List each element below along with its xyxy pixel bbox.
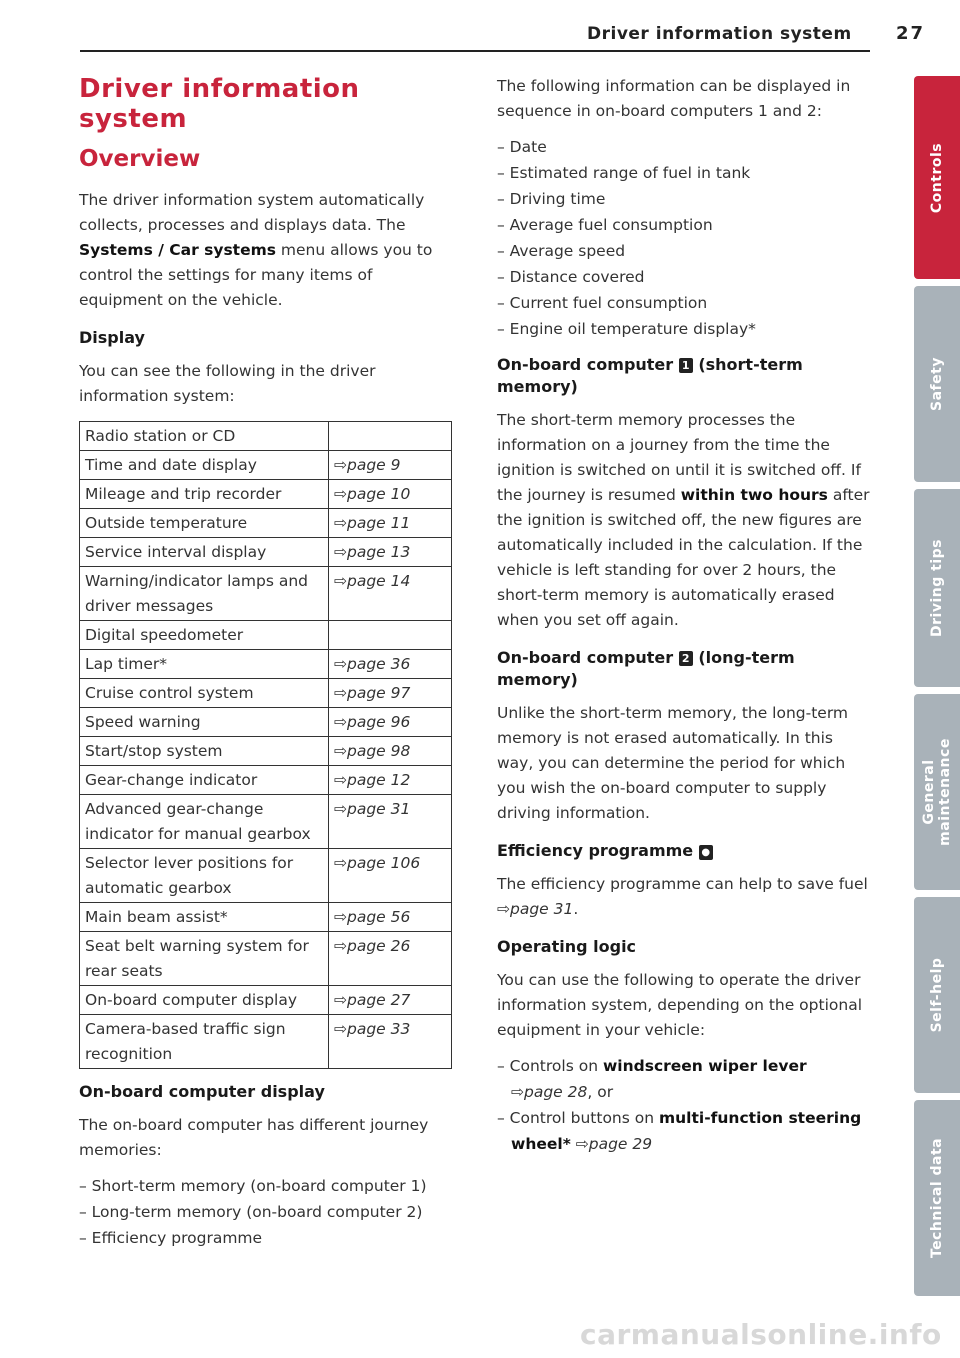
short-term-heading: On-board computer 1 (short-term memory) (497, 355, 803, 396)
item-cell: Main beam assist* (80, 903, 329, 932)
efficiency-heading: Efficiency programme ● (497, 840, 872, 862)
long-term-paragraph: Unlike the short-term memory, the long-term memory is not erased automatically. In this way, you can determine the period for which you wish the on-board computer to supply driving information. (497, 704, 849, 822)
page-reference-link[interactable]: ⇨page 31 (497, 900, 574, 918)
tab-self-help[interactable]: Self-help (914, 897, 960, 1093)
list-item: – Average speed (497, 242, 626, 260)
list-item: – Average fuel consumption (497, 216, 713, 234)
tab-controls[interactable]: Controls (914, 76, 960, 279)
page-ref-cell[interactable]: ⇨page 96 (329, 708, 452, 737)
efficiency-icon: ● (699, 845, 713, 860)
item-cell: Seat belt warning system for rear seats (80, 932, 329, 986)
page-ref-cell (329, 621, 452, 650)
efficiency-paragraph: The efficiency programme can help to save fuel ⇨page 31. (497, 875, 868, 918)
page-ref-cell[interactable]: ⇨page 27 (329, 986, 452, 1015)
controls-list (497, 1053, 872, 1157)
intro-paragraph: The driver information system automatically collects, processes and displays data. The Systems / Car systems menu allows you to control the settings for many items of equipment on the vehicle. (79, 191, 433, 309)
page-number: 27 (896, 23, 926, 44)
item-cell: Outside temperature (80, 509, 329, 538)
page-ref-cell[interactable]: ⇨page 98 (329, 737, 452, 766)
page-ref-cell[interactable]: ⇨page 33 (329, 1015, 452, 1069)
item-cell: Lap timer* (80, 650, 329, 679)
running-header-title: Driver information system (587, 24, 852, 44)
table-row (80, 903, 452, 932)
page-ref-cell[interactable]: ⇨page 11 (329, 509, 452, 538)
item-cell: On-board computer display (80, 986, 329, 1015)
page-ref-cell[interactable]: ⇨page 31 (329, 795, 452, 849)
list-item: – Long-term memory (on-board computer 2) (79, 1203, 423, 1221)
page-reference-link[interactable]: ⇨page 28 (511, 1083, 588, 1101)
watermark: carmanualsonline.info (580, 1318, 942, 1351)
table-row (80, 708, 452, 737)
table-row (80, 986, 452, 1015)
item-cell: Selector lever positions for automatic gearbox (80, 849, 329, 903)
item-cell: Cruise control system (80, 679, 329, 708)
list-item: – Distance covered (497, 268, 645, 286)
tab-general-maintenance[interactable]: General maintenance (914, 694, 960, 890)
table-row (80, 621, 452, 650)
list-item: – Estimated range of fuel in tank (497, 164, 751, 182)
right-column (497, 74, 872, 1157)
obc-display-heading: On-board computer display (79, 1082, 325, 1101)
page-ref-cell[interactable]: ⇨page 12 (329, 766, 452, 795)
list-item: – Controls on windscreen wiper lever ⇨page 28, or (497, 1057, 807, 1101)
list-item: – Efficiency programme (79, 1229, 263, 1247)
section-title: Driver information system (79, 74, 360, 134)
page-ref-cell (329, 422, 452, 451)
operating-logic-heading: Operating logic (497, 937, 637, 956)
item-cell: Time and date display (80, 451, 329, 480)
short-term-paragraph: The short-term memory processes the information on a journey from the time the ignition is switched on until it is switched off. If the journey is resumed within two hours after the ignition is switched off, the new figures are automatically included in the calculation. If the vehicle is left standing for over 2 hours, the short-term memory is automatically erased when you set off again. (497, 411, 870, 629)
list-item: – Current fuel consumption (497, 294, 708, 312)
display-heading: Display (79, 328, 145, 347)
page-ref-cell[interactable]: ⇨page 106 (329, 849, 452, 903)
table-row (80, 932, 452, 986)
sequence-intro: The following information can be displayed in sequence in on-board computers 1 and 2: (497, 77, 851, 120)
table-row (80, 795, 452, 849)
computer-1-badge-icon: 1 (679, 358, 693, 373)
table-row (80, 509, 452, 538)
item-cell: Start/stop system (80, 737, 329, 766)
operating-logic-paragraph: You can use the following to operate the driver information system, depending on the optional equipment in your vehicle: (497, 971, 862, 1039)
long-term-heading: On-board computer 2 (long-term memory) (497, 648, 795, 689)
list-item: – Engine oil temperature display* (497, 320, 756, 338)
display-items-table (79, 421, 452, 1069)
table-row (80, 451, 452, 480)
item-cell: Radio station or CD (80, 422, 329, 451)
item-cell: Warning/indicator lamps and driver messages (80, 567, 329, 621)
item-cell: Gear-change indicator (80, 766, 329, 795)
info-sequence-list (497, 134, 872, 342)
list-item: – Date (497, 138, 547, 156)
table-row (80, 650, 452, 679)
computer-2-badge-icon: 2 (679, 651, 693, 666)
item-cell: Speed warning (80, 708, 329, 737)
journey-memory-list (79, 1173, 454, 1251)
table-row (80, 737, 452, 766)
page-ref-cell[interactable]: ⇨page 36 (329, 650, 452, 679)
page-ref-cell[interactable]: ⇨page 14 (329, 567, 452, 621)
list-item: – Control buttons on multi-function steering wheel* ⇨page 29 (497, 1109, 862, 1153)
obc-display-paragraph: The on-board computer has different journey memories: (79, 1116, 429, 1159)
page-ref-cell[interactable]: ⇨page 26 (329, 932, 452, 986)
tab-driving-tips[interactable]: Driving tips (914, 489, 960, 687)
page-ref-cell[interactable]: ⇨page 13 (329, 538, 452, 567)
item-cell: Camera-based traffic sign recognition (80, 1015, 329, 1069)
tab-safety[interactable]: Safety (914, 286, 960, 482)
table-row (80, 1015, 452, 1069)
table-row (80, 766, 452, 795)
list-item: – Driving time (497, 190, 606, 208)
page-ref-cell[interactable]: ⇨page 9 (329, 451, 452, 480)
item-cell: Digital speedometer (80, 621, 329, 650)
item-cell: Mileage and trip recorder (80, 480, 329, 509)
table-row (80, 422, 452, 451)
table-row (80, 538, 452, 567)
page-reference-link[interactable]: ⇨page 29 (575, 1135, 653, 1153)
display-paragraph: You can see the following in the driver information system: (79, 362, 376, 405)
list-item: – Short-term memory (on-board computer 1) (79, 1177, 427, 1195)
item-cell: Service interval display (80, 538, 329, 567)
table-row (80, 567, 452, 621)
header-rule (80, 50, 870, 52)
table-row (80, 480, 452, 509)
left-column (79, 74, 454, 1251)
table-row (80, 849, 452, 903)
page-ref-cell[interactable]: ⇨page 97 (329, 679, 452, 708)
tab-technical-data[interactable]: Technical data (914, 1100, 960, 1296)
page-ref-cell[interactable]: ⇨page 56 (329, 903, 452, 932)
overview-heading: Overview (79, 146, 201, 172)
page-ref-cell[interactable]: ⇨page 10 (329, 480, 452, 509)
table-row (80, 679, 452, 708)
item-cell: Advanced gear-change indicator for manual gearbox (80, 795, 329, 849)
